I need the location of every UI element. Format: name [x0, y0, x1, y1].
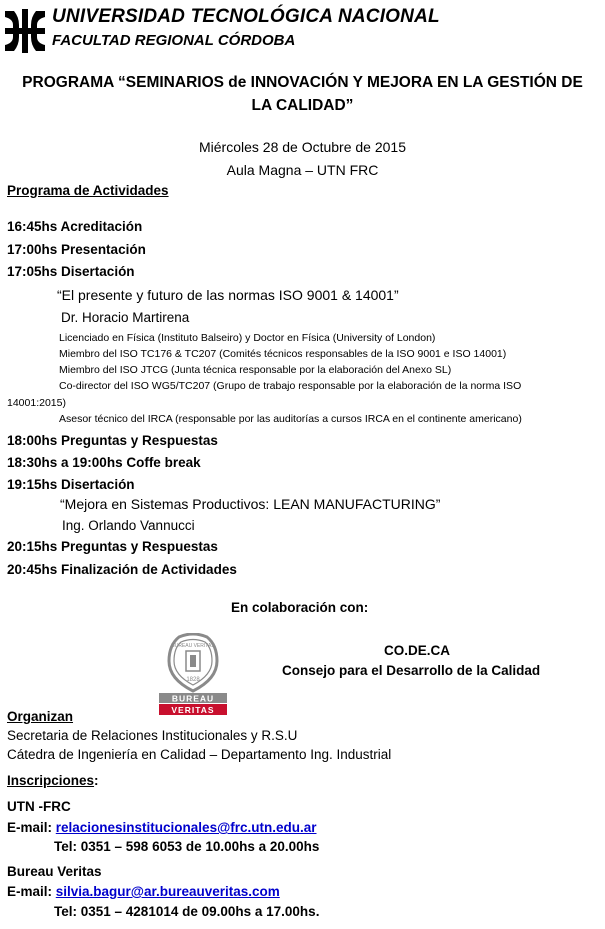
utn-email-link[interactable]: relacionesinstitucionales@frc.utn.edu.ar: [55, 820, 317, 835]
program-title-line2: LA CALIDAD”: [251, 97, 354, 114]
seal-ring-text: BUREAU VERITAS: [171, 643, 215, 649]
utn-phone: Tel: 0351 – 598 6053 de 10.00hs a 20.00hs: [54, 839, 320, 854]
schedule-item: 20:45hs Finalización de Actividades: [7, 562, 237, 577]
schedule-item: 17:00hs Presentación: [7, 242, 146, 257]
bureau-veritas-logo: [159, 633, 227, 715]
schedule-item: 20:15hs Preguntas y Respuestas: [7, 539, 218, 554]
partner-description: Consejo para el Desarrollo de la Calidad: [282, 663, 541, 678]
speaker-bio-line: Asesor técnico del IRCA (responsable por las auditorías a cursos IRCA en el continente americano): [59, 413, 522, 425]
partner-name: CO.DE.CA: [384, 643, 451, 658]
schedule-item: 16:45hs Acreditación: [7, 219, 143, 234]
utn-email-row: [7, 820, 317, 835]
email-label: E-mail:: [7, 820, 56, 835]
organizer-line: Secretaria de Relaciones Institucionales y R.S.U: [7, 728, 298, 743]
registration-heading-colon: :: [94, 773, 99, 788]
schedule-item: 18:30hs a 19:00hs Coffe break: [7, 455, 201, 470]
utn-contact-name: UTN -FRC: [7, 799, 71, 814]
collaboration-heading: En colaboración con:: [231, 600, 369, 615]
logo-text-bottom: VERITAS: [171, 705, 215, 715]
bv-email-row: [7, 884, 280, 899]
registration-heading-text: Inscripciones: [7, 773, 95, 788]
speaker-name: Dr. Horacio Martirena: [61, 310, 190, 325]
schedule-item: 19:15hs Disertación: [7, 477, 135, 492]
speaker-bio-line: Miembro del ISO JTCG (Junta técnica responsable por la elaboración del Anexo SL): [59, 364, 452, 376]
talk-title: “Mejora en Sistemas Productivos: LEAN MANUFACTURING”: [60, 496, 441, 512]
speaker-bio-line: Licenciado en Física (Instituto Balseiro) y Doctor en Física (University of London): [59, 332, 436, 344]
speaker-bio-line: Co-director del ISO WG5/TC207 (Grupo de trabajo responsable por la elaboración de la norma ISO: [59, 380, 522, 392]
program-heading: Programa de Actividades: [7, 183, 169, 198]
event-place: Aula Magna – UTN FRC: [226, 162, 379, 178]
organizer-line: Cátedra de Ingeniería en Calidad – Departamento Ing. Industrial: [7, 747, 392, 762]
logo-text-top: BUREAU: [171, 693, 215, 704]
faculty-name: FACULTAD REGIONAL CÓRDOBA: [52, 32, 296, 49]
bv-email-link[interactable]: silvia.bagur@ar.bureauveritas.com: [55, 884, 280, 899]
email-label: E-mail:: [7, 884, 56, 899]
seal-year: 1828: [186, 677, 200, 683]
university-name: UNIVERSIDAD TECNOLÓGICA NACIONAL: [52, 6, 440, 27]
schedule-item: 18:00hs Preguntas y Respuestas: [7, 433, 218, 448]
utn-logo: [5, 9, 45, 53]
talk-title: “El presente y futuro de las normas ISO 9001 & 14001”: [57, 287, 399, 303]
event-date: Miércoles 28 de Octubre de 2015: [198, 139, 406, 155]
bv-phone: Tel: 0351 – 4281014 de 09.00hs a 17.00hs.: [54, 904, 320, 919]
program-title-line1: PROGRAMA “SEMINARIOS de INNOVACIÓN Y MEJORA EN LA GESTIÓN DE: [22, 74, 583, 91]
schedule-item: 17:05hs Disertación: [7, 264, 135, 279]
bv-contact-name: Bureau Veritas: [7, 864, 102, 879]
speaker-name: Ing. Orlando Vannucci: [62, 518, 195, 533]
registration-heading: [7, 773, 99, 788]
speaker-bio-line: 14001:2015): [7, 397, 66, 409]
organizers-heading: Organizan: [7, 709, 74, 724]
speaker-bio-line: Miembro del ISO TC176 & TC207 (Comités técnicos responsables de la ISO 9001 e ISO 14001): [59, 348, 507, 360]
